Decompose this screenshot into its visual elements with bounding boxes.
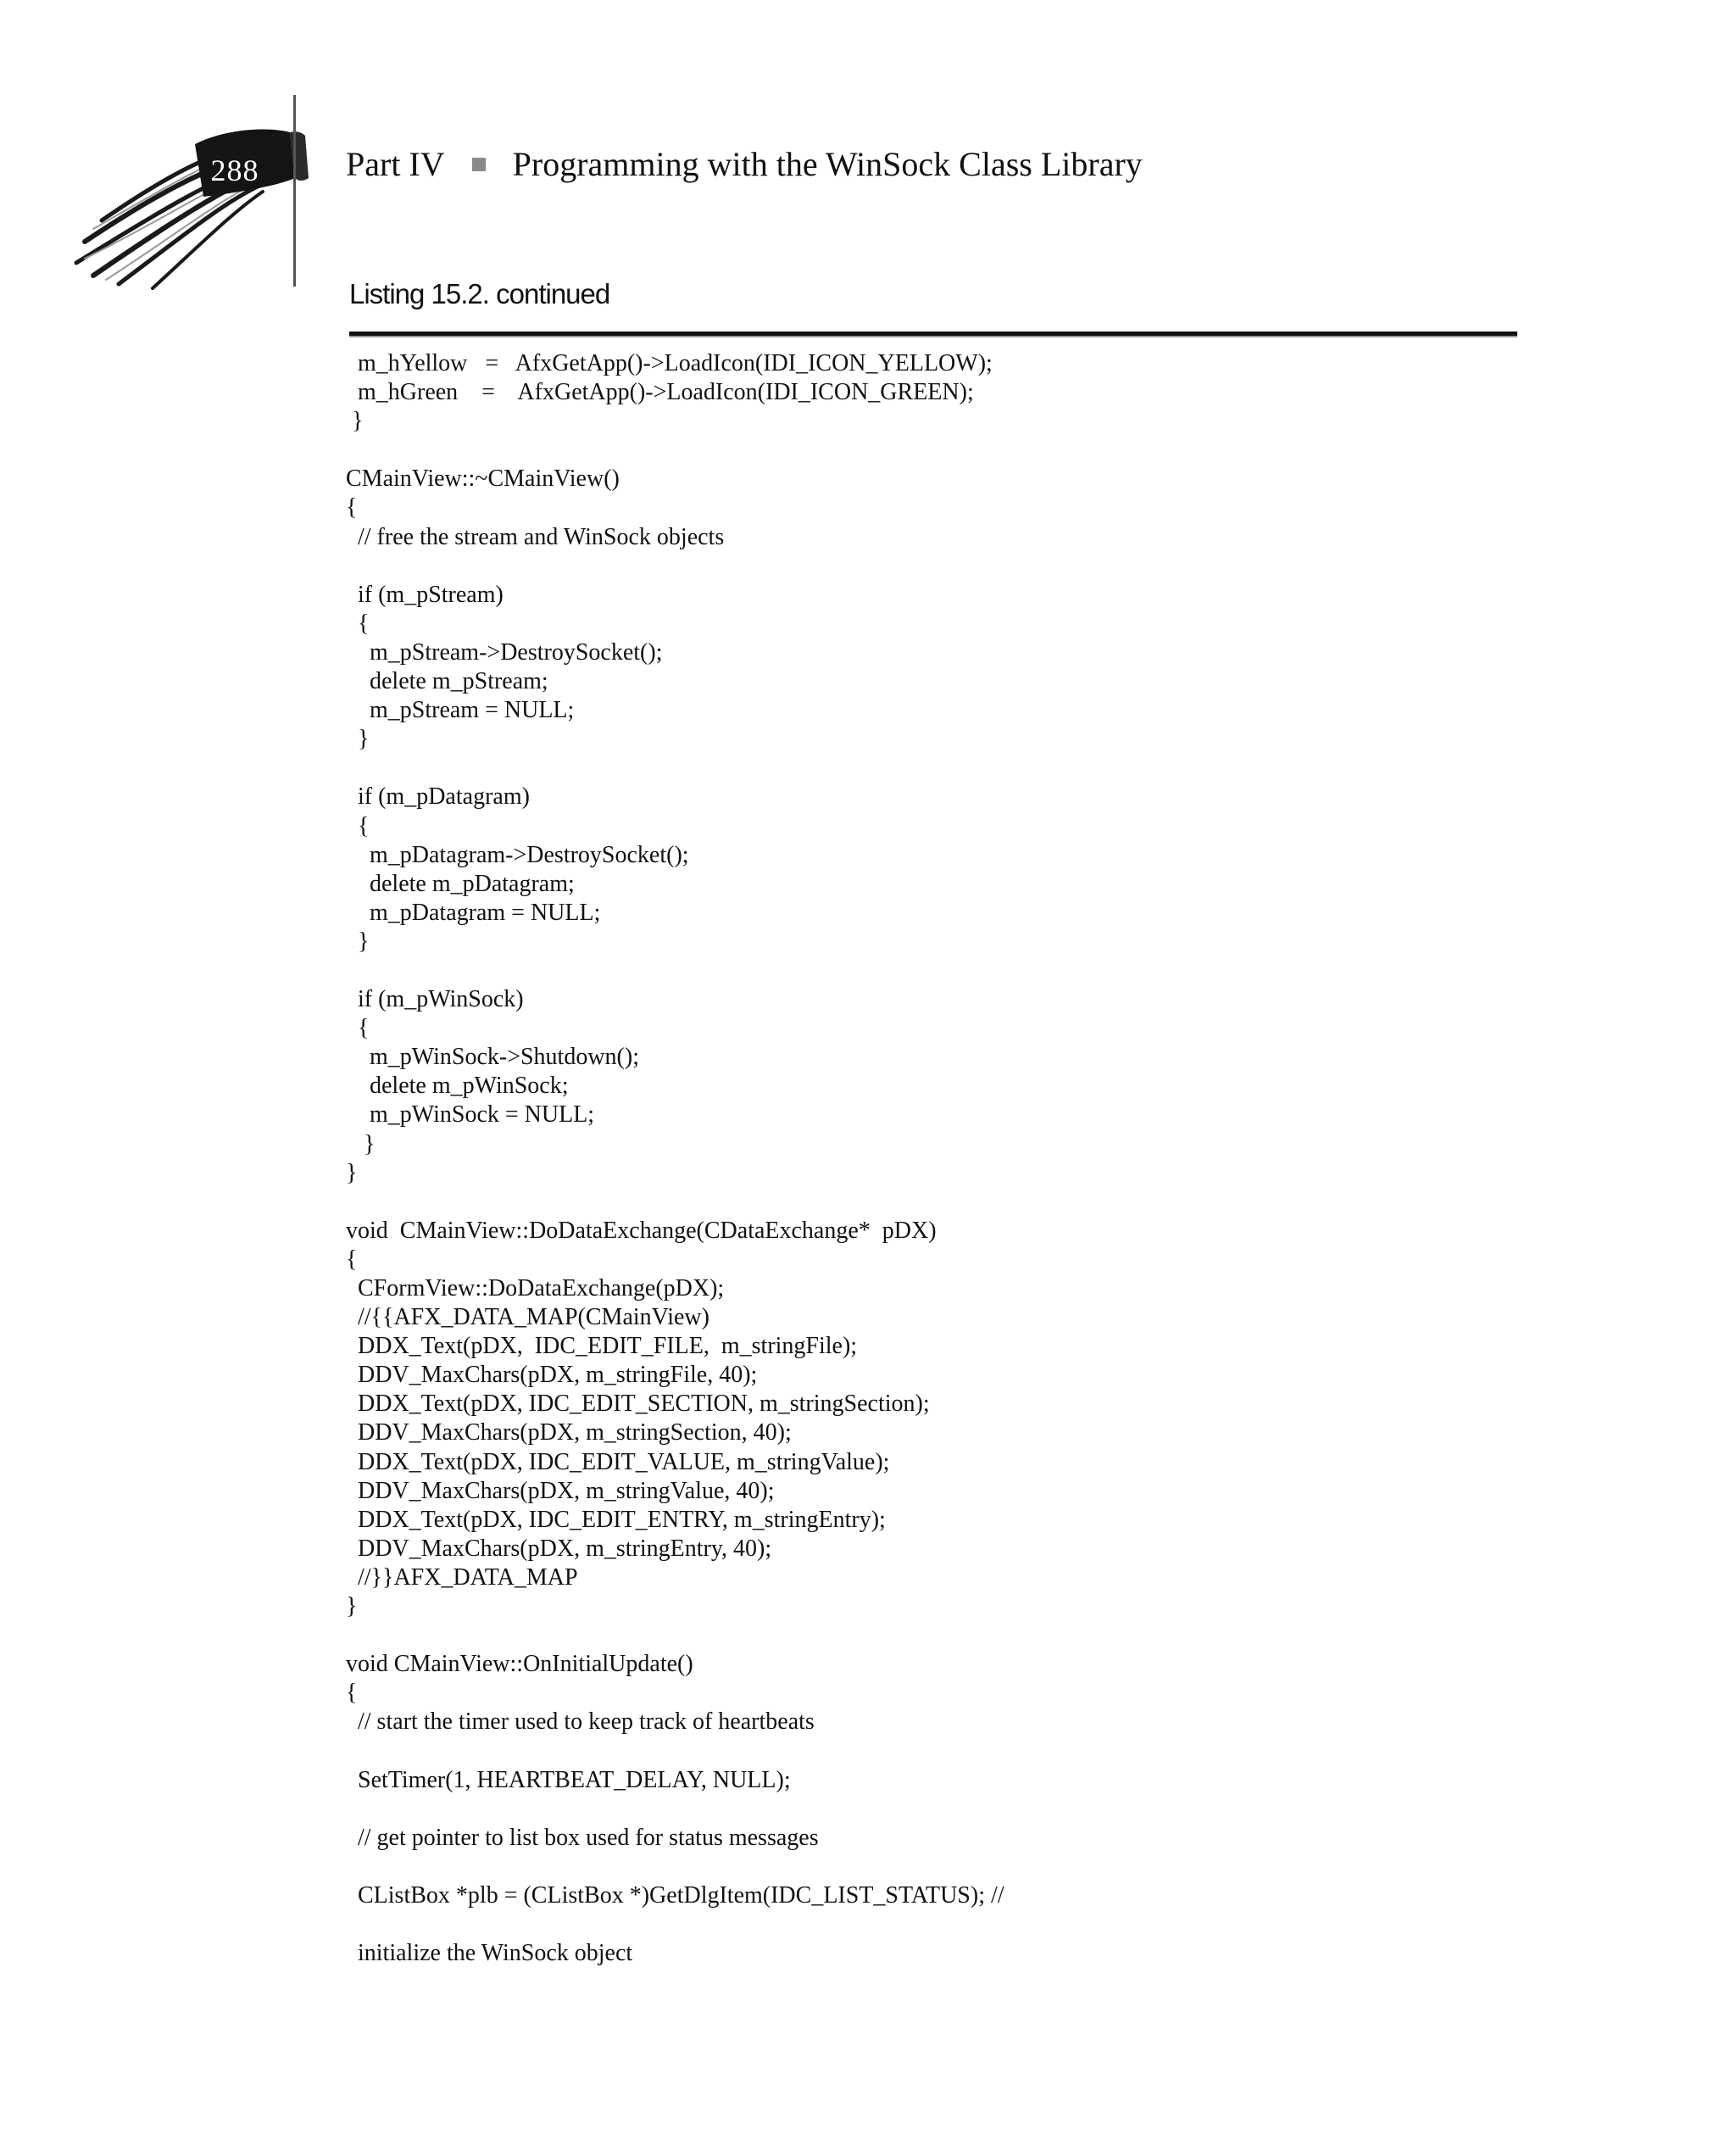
- code-line: SetTimer(1, HEARTBEAT_DELAY, NULL);: [346, 1766, 791, 1793]
- code-listing: [346, 349, 1533, 1968]
- code-line: [346, 754, 1533, 783]
- code-line: }: [346, 408, 364, 435]
- code-line: DDV_MaxChars(pDX, m_stringFile, 40);: [346, 1362, 758, 1389]
- code-line: m_pDatagram = NULL;: [346, 899, 601, 926]
- code-line: m_pWinSock = NULL;: [346, 1101, 595, 1129]
- square-bullet-icon: [472, 158, 486, 171]
- code-line: if (m_pDatagram): [346, 783, 530, 811]
- code-line: }: [346, 928, 370, 955]
- code-line: DDV_MaxChars(pDX, m_stringValue, 40);: [346, 1477, 775, 1504]
- book-emblem-icon: [68, 93, 322, 297]
- header-divider: [293, 95, 296, 287]
- code-line: initialize the WinSock object: [346, 1940, 633, 1967]
- code-line: [346, 436, 1533, 465]
- page-number: 288: [210, 153, 259, 187]
- code-line: [346, 1737, 1533, 1766]
- code-line: delete m_pDatagram;: [346, 870, 575, 897]
- code-line: {: [346, 1680, 358, 1707]
- running-head: [346, 144, 1143, 184]
- code-line: {: [346, 812, 370, 839]
- code-line: [346, 1795, 1533, 1824]
- code-line: [346, 1853, 1533, 1881]
- code-line: [346, 552, 1533, 581]
- code-line: DDX_Text(pDX, IDC_EDIT_FILE, m_stringFile);: [346, 1333, 858, 1360]
- code-line: }: [346, 1130, 376, 1157]
- code-line: delete m_pStream;: [346, 668, 548, 695]
- code-line: CMainView::~CMainView(): [346, 465, 620, 493]
- code-line: // free the stream and WinSock objects: [346, 523, 725, 550]
- code-line: DDX_Text(pDX, IDC_EDIT_VALUE, m_stringValue);: [346, 1448, 890, 1475]
- page-header: [0, 0, 1736, 305]
- code-line: m_pStream = NULL;: [346, 697, 575, 724]
- part-label: Part IV: [346, 145, 445, 183]
- code-line: m_pStream->DestroySocket();: [346, 638, 663, 666]
- code-line: }: [346, 726, 370, 753]
- code-line: DDV_MaxChars(pDX, m_stringSection, 40);: [346, 1419, 792, 1446]
- code-line: }: [346, 1593, 358, 1620]
- code-line: [346, 956, 1533, 985]
- code-line: m_hGreen = AfxGetApp()->LoadIcon(IDI_ICON_GREEN);: [346, 379, 974, 406]
- caption-rule: [349, 332, 1517, 336]
- code-line: CListBox *plb = (CListBox *)GetDlgItem(IDC_LIST_STATUS); //: [346, 1881, 1004, 1909]
- code-line: DDV_MaxChars(pDX, m_stringEntry, 40);: [346, 1535, 772, 1562]
- chapter-title: Programming with the WinSock Class Library: [512, 145, 1143, 183]
- code-line: // get pointer to list box used for status messages: [346, 1824, 819, 1851]
- code-line: m_pWinSock->Shutdown();: [346, 1044, 639, 1071]
- code-line: void CMainView::DoDataExchange(CDataExchange* pDX): [346, 1217, 937, 1244]
- code-line: }: [346, 1159, 358, 1186]
- code-line: [346, 1188, 1533, 1217]
- code-line: {: [346, 1246, 358, 1273]
- code-line: delete m_pWinSock;: [346, 1073, 569, 1100]
- code-line: // start the timer used to keep track of heartbeats: [346, 1708, 815, 1736]
- code-line: [346, 1621, 1533, 1650]
- code-line: {: [346, 1015, 370, 1042]
- code-line: m_hYellow = AfxGetApp()->LoadIcon(IDI_ICON_YELLOW);: [346, 350, 993, 376]
- code-line: //{{AFX_DATA_MAP(CMainView): [346, 1304, 709, 1331]
- code-line: DDX_Text(pDX, IDC_EDIT_ENTRY, m_stringEntry);: [346, 1506, 886, 1533]
- code-line: if (m_pWinSock): [346, 986, 524, 1013]
- code-line: [346, 1910, 1533, 1939]
- code-line: CFormView::DoDataExchange(pDX);: [346, 1275, 725, 1301]
- code-line: m_pDatagram->DestroySocket();: [346, 841, 689, 868]
- listing-caption: Listing 15.2. continued: [349, 278, 610, 309]
- code-line: //}}AFX_DATA_MAP: [346, 1563, 578, 1591]
- code-line: DDX_Text(pDX, IDC_EDIT_SECTION, m_stringSection);: [346, 1391, 930, 1418]
- code-line: {: [346, 494, 358, 521]
- code-line: if (m_pStream): [346, 581, 504, 608]
- code-line: void CMainView::OnInitialUpdate(): [346, 1651, 693, 1678]
- code-line: {: [346, 610, 370, 637]
